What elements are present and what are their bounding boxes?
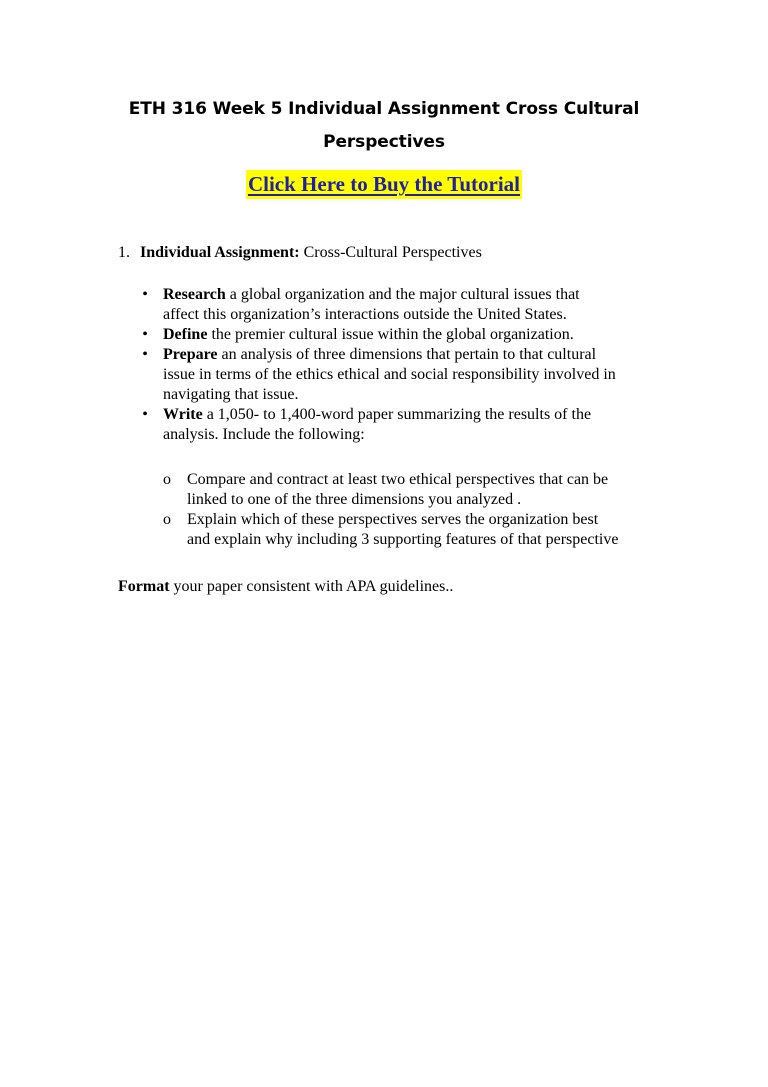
circle-marker-icon: o: [163, 471, 171, 488]
sub-item-line: Compare and contract at least two ethical perspectives that can be: [187, 471, 609, 488]
page-title: ETH 316 Week 5 Individual Assignment Cross Cultural: [128, 99, 640, 119]
buy-tutorial-link[interactable]: Click Here to Buy the Tutorial: [246, 170, 522, 199]
sub-item-line: Explain which of these perspectives serves the organization best: [187, 511, 599, 528]
bullet-keyword: Define: [163, 326, 208, 343]
assignment-heading: [118, 243, 718, 263]
bullet-line: navigating that issue.: [163, 386, 299, 403]
sub-item-line: and explain why including 3 supporting features of that perspective: [187, 531, 619, 548]
bullet-line: [163, 325, 698, 345]
sub-item-line: linked to one of the three dimensions you analyzed .: [187, 491, 522, 508]
bullet-text: a global organization and the major cultural issues that: [225, 286, 580, 303]
bullet-line: [163, 345, 698, 365]
format-keyword: Format: [118, 578, 170, 595]
assignment-label: Individual Assignment:: [140, 244, 300, 261]
bullet-icon: •: [142, 326, 148, 343]
bullet-keyword: Research: [163, 286, 226, 303]
bullet-icon: •: [142, 286, 148, 303]
bullet-line: [163, 285, 698, 305]
bullet-text: a 1,050- to 1,400-word paper summarizing the results of the: [202, 406, 592, 423]
bullet-item-define: [138, 325, 698, 345]
format-text: your paper consistent with APA guidelines..: [169, 578, 454, 595]
task-bullet-list: [138, 285, 698, 445]
bullet-line: [163, 405, 698, 425]
bullet-text: an analysis of three dimensions that pertain to that cultural: [217, 346, 597, 363]
bullet-text: the premier cultural issue within the global organization.: [207, 326, 574, 343]
bullet-item-prepare: [138, 345, 698, 405]
bullet-item-research: [138, 285, 698, 325]
bullet-line: affect this organization’s interactions outside the United States.: [163, 306, 567, 323]
buy-link-container: [0, 170, 768, 199]
page-title-continued: Perspectives: [323, 132, 445, 152]
bullet-item-write: [138, 405, 698, 445]
sub-item-explain: [163, 510, 703, 550]
bullet-line: analysis. Include the following:: [163, 426, 365, 443]
bullet-keyword: Write: [163, 406, 203, 423]
bullet-line: issue in terms of the ethics ethical and social responsibility involved in: [163, 366, 616, 383]
sub-item-compare: [163, 470, 703, 510]
circle-marker-icon: o: [163, 511, 171, 528]
bullet-keyword: Prepare: [163, 346, 218, 363]
bullet-icon: •: [142, 406, 148, 423]
requirement-sub-list: [163, 470, 703, 550]
format-instruction: [118, 577, 718, 597]
assignment-title: Cross-Cultural Perspectives: [303, 244, 482, 261]
bullet-icon: •: [142, 346, 148, 363]
assignment-number: 1.: [118, 244, 130, 261]
